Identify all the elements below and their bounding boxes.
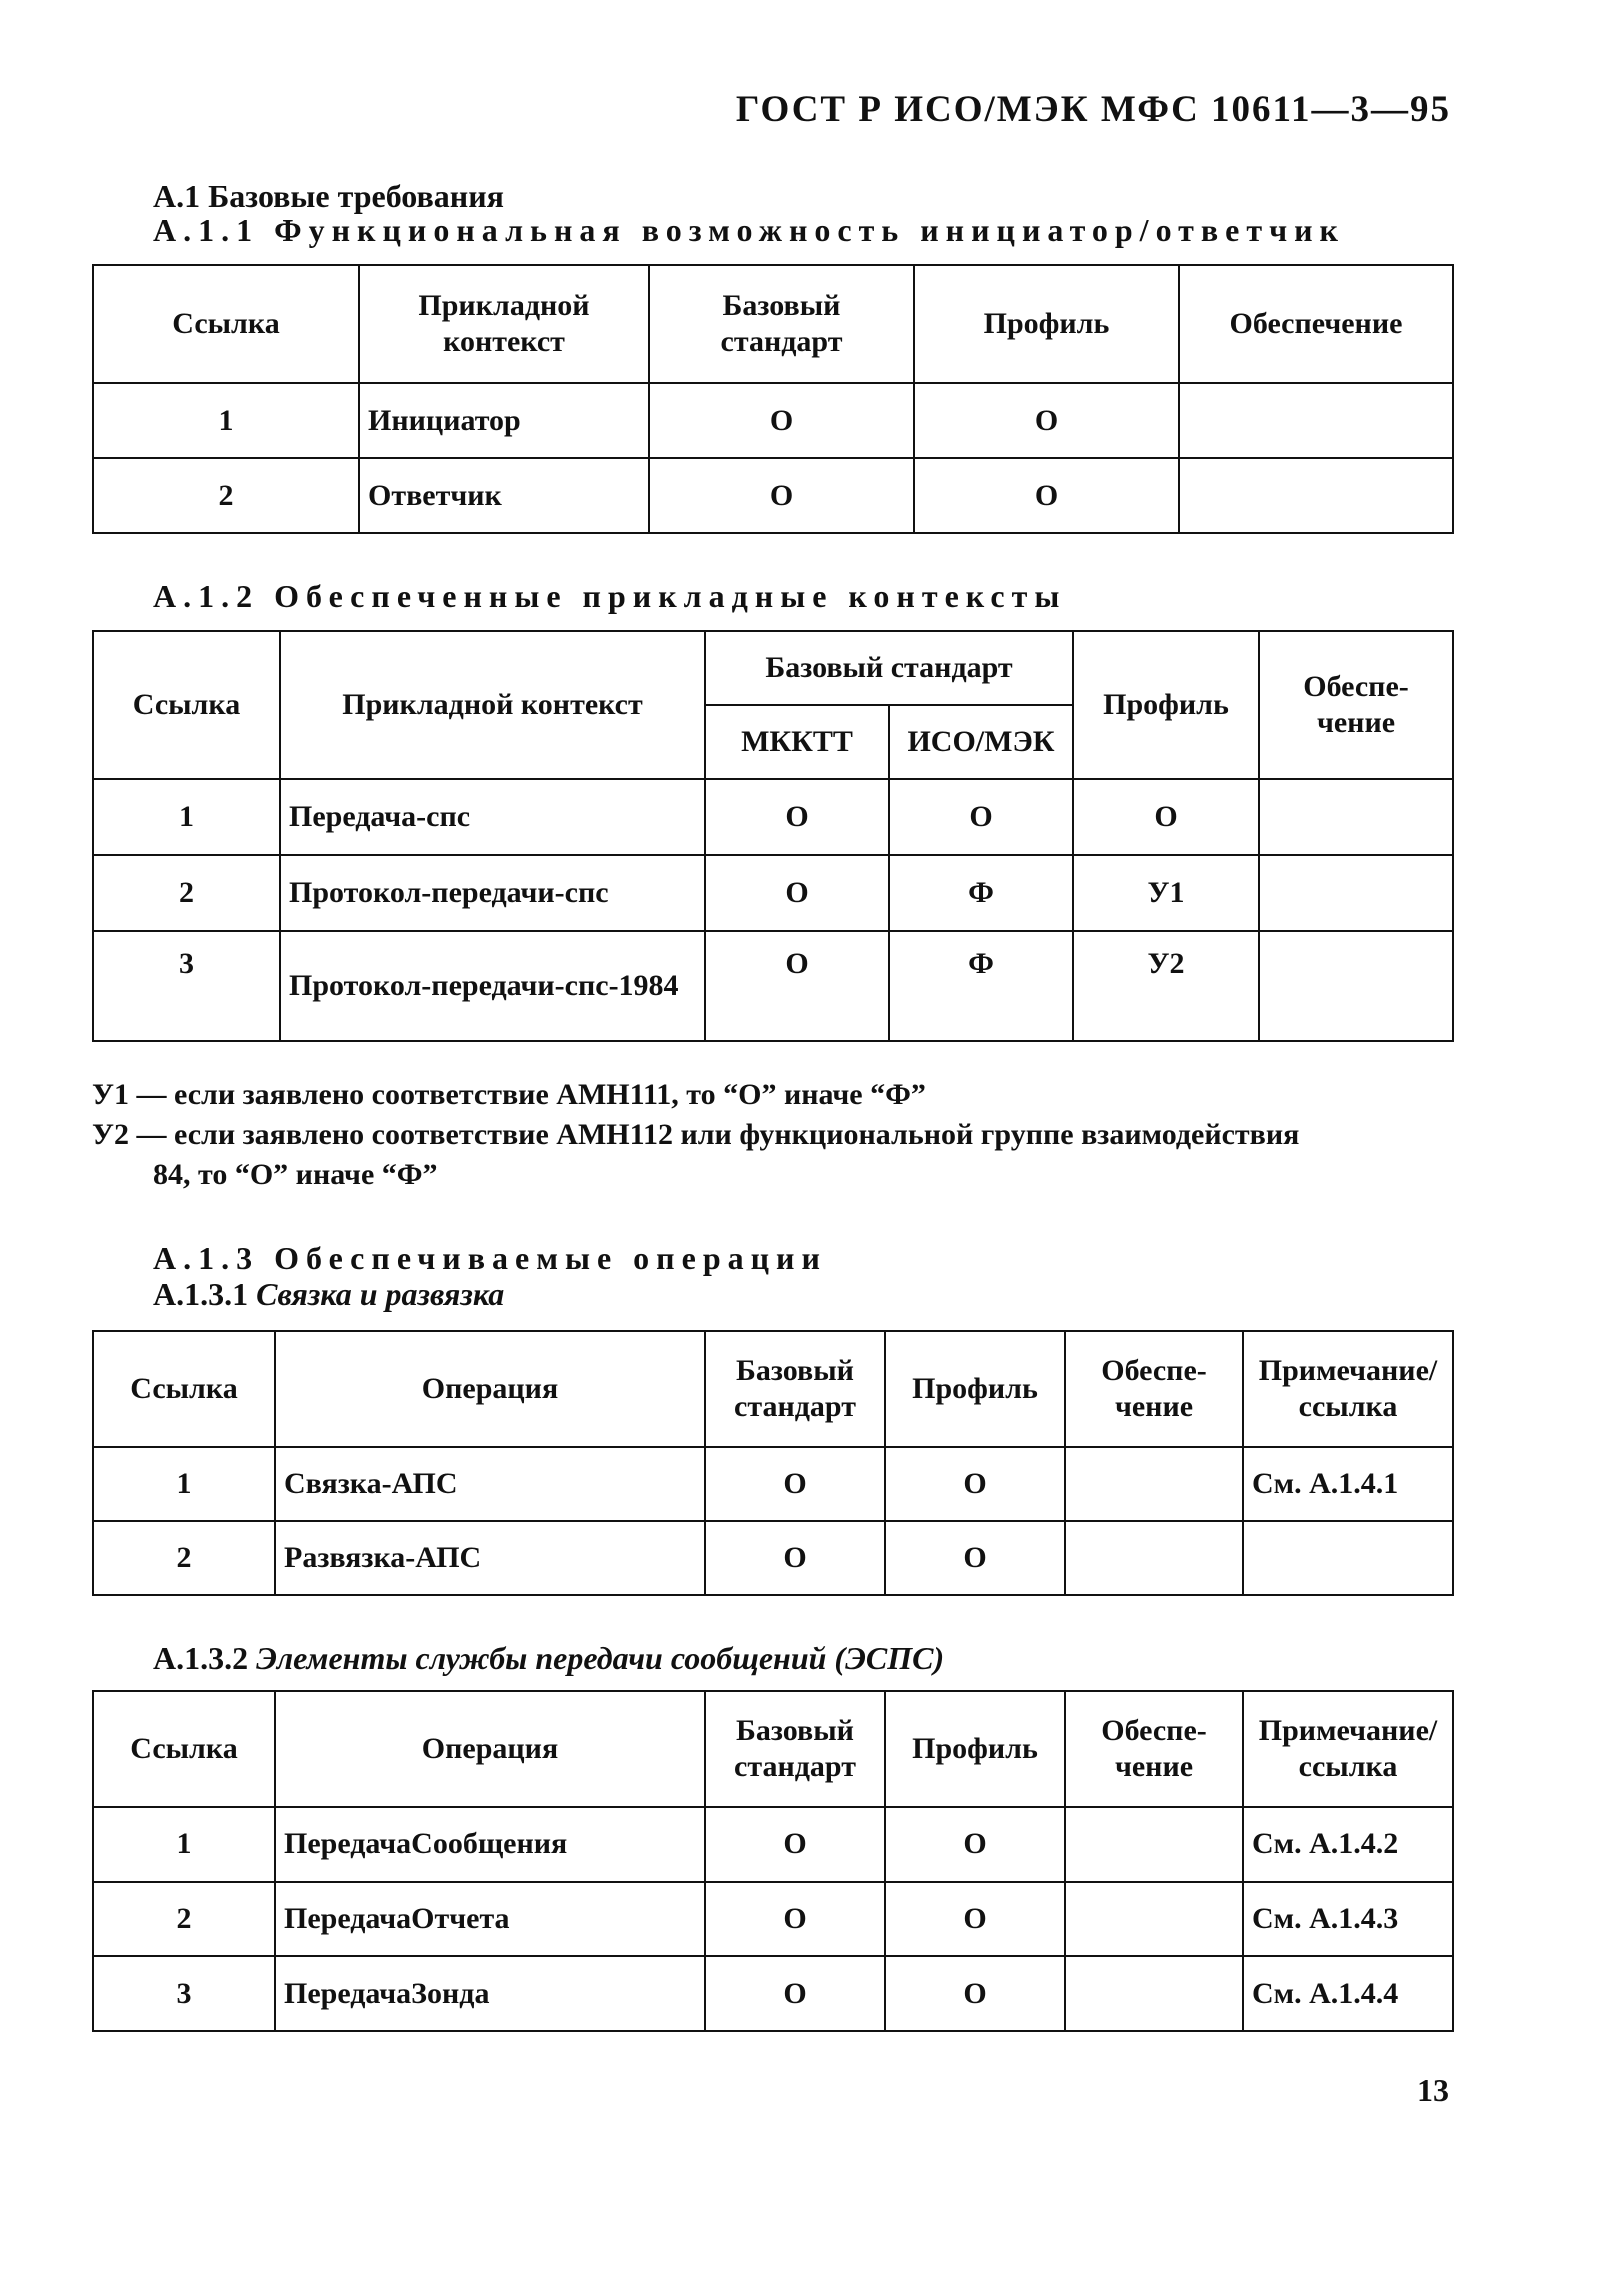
table-cell: Ф	[889, 855, 1073, 931]
column-header: Обеспечение	[1179, 265, 1453, 383]
column-header: Профиль	[885, 1691, 1065, 1807]
table-cell: 3	[93, 931, 280, 1041]
table-cell: ПередачаЗонда	[275, 1956, 705, 2031]
section-number: А.1.3.1	[153, 1276, 249, 1312]
section-heading-a131	[153, 1276, 504, 1313]
section-heading-a13: А.1.3 Обеспечиваемые операции	[153, 1240, 827, 1276]
section-heading-a132	[153, 1640, 944, 1677]
table-cell: О	[705, 1521, 885, 1595]
table-cell	[1179, 458, 1453, 533]
column-header: Обеспе-чение	[1065, 1331, 1243, 1447]
column-header: Прикладной контекст	[359, 265, 649, 383]
table-cell: О	[885, 1807, 1065, 1882]
table-cell: У2	[1073, 931, 1259, 1041]
table-cell	[1259, 931, 1453, 1041]
table-cell: О	[649, 458, 914, 533]
table-header-row	[93, 1331, 1453, 1447]
table-row	[93, 1521, 1453, 1595]
table-cell	[1259, 855, 1453, 931]
column-header: Профиль	[1073, 631, 1259, 779]
table-cell	[1243, 1521, 1453, 1595]
table-cell: 3	[93, 1956, 275, 2031]
table-cell: О	[914, 458, 1179, 533]
table-cell: Инициатор	[359, 383, 649, 458]
table-row	[93, 458, 1453, 533]
table-header-row	[93, 265, 1453, 383]
section-heading-a1: А.1 Базовые требования	[153, 178, 504, 214]
table-bind-unbind	[92, 1330, 1454, 1596]
column-header: Ссылка	[93, 1691, 275, 1807]
column-header: МККТТ	[705, 705, 889, 779]
section-heading-a11: А.1.1 Функциональная возможность инициатор/ответчик	[153, 212, 1345, 248]
column-header: Ссылка	[93, 631, 280, 779]
column-header: Базовый стандарт	[705, 1331, 885, 1447]
note-u1: У1 — если заявлено соответствие АМН111, то “О” иначе “Ф”	[92, 1078, 926, 1111]
table-cell: О	[885, 1447, 1065, 1521]
section-number: А.1.3.2	[153, 1640, 249, 1676]
table-cell: О	[889, 779, 1073, 855]
table-cell: См. А.1.4.1	[1243, 1447, 1453, 1521]
table-cell: О	[705, 1882, 885, 1957]
column-header: Операция	[275, 1331, 705, 1447]
column-header: Операция	[275, 1691, 705, 1807]
table-message-service-elements	[92, 1690, 1454, 2032]
table-cell: О	[914, 383, 1179, 458]
table-cell: Протокол-передачи-спс-1984	[280, 931, 705, 1041]
table-cell: См. А.1.4.3	[1243, 1882, 1453, 1957]
table-cell: См. А.1.4.4	[1243, 1956, 1453, 2031]
table-row	[93, 1882, 1453, 1957]
table-cell	[1065, 1807, 1243, 1882]
table-row	[93, 779, 1453, 855]
column-header: Обеспе-чение	[1065, 1691, 1243, 1807]
table-cell	[1065, 1956, 1243, 2031]
table-cell: 1	[93, 1807, 275, 1882]
document-id: ГОСТ Р ИСО/МЭК МФС 10611—3—95	[735, 89, 1451, 130]
table-row	[93, 931, 1453, 1041]
table-cell: О	[705, 1807, 885, 1882]
table-cell: Ф	[889, 931, 1073, 1041]
table-cell: О	[705, 855, 889, 931]
table-row	[93, 1807, 1453, 1882]
table-cell: Связка-АПС	[275, 1447, 705, 1521]
column-header: Ссылка	[93, 265, 359, 383]
section-title: Элементы службы передачи сообщений (ЭСПС)	[256, 1640, 945, 1676]
table-cell: Передача-спс	[280, 779, 705, 855]
table-cell: 2	[93, 855, 280, 931]
note-u2-continuation: 84, то “О” иначе “Ф”	[153, 1158, 438, 1191]
table-cell: 2	[93, 1521, 275, 1595]
table-supported-contexts	[92, 630, 1454, 1042]
column-header: Базовый стандарт	[705, 1691, 885, 1807]
column-header: Профиль	[885, 1331, 1065, 1447]
table-row	[93, 1956, 1453, 2031]
table-cell: 1	[93, 1447, 275, 1521]
table-row	[93, 855, 1453, 931]
table-row	[93, 383, 1453, 458]
table-cell: См. А.1.4.2	[1243, 1807, 1453, 1882]
table-cell: У1	[1073, 855, 1259, 931]
table-header-row	[93, 1691, 1453, 1807]
section-heading-a12: А.1.2 Обеспеченные прикладные контексты	[153, 578, 1067, 614]
note-u2: У2 — если заявлено соответствие АМН112 или функциональной группе взаимодействия	[92, 1118, 1300, 1151]
table-cell: ПередачаСообщения	[275, 1807, 705, 1882]
table-cell: 2	[93, 1882, 275, 1957]
table-row	[93, 1447, 1453, 1521]
column-header: Примечание/ссылка	[1243, 1691, 1453, 1807]
column-header: Профиль	[914, 265, 1179, 383]
table-cell: 1	[93, 779, 280, 855]
table-cell: О	[649, 383, 914, 458]
table-cell: О	[885, 1956, 1065, 2031]
table-cell: О	[705, 779, 889, 855]
table-cell: О	[885, 1521, 1065, 1595]
table-cell: Протокол-передачи-спс	[280, 855, 705, 931]
section-title: Связка и развязка	[256, 1276, 505, 1312]
table-cell: О	[705, 1447, 885, 1521]
table-cell: О	[705, 1956, 885, 2031]
table-cell: Ответчик	[359, 458, 649, 533]
column-header: Прикладной контекст	[280, 631, 705, 779]
table-cell	[1179, 383, 1453, 458]
table-header-row	[93, 631, 1453, 705]
table-cell: О	[1073, 779, 1259, 855]
table-initiator-responder	[92, 264, 1454, 534]
column-header: Базовый стандарт	[649, 265, 914, 383]
table-cell: 1	[93, 383, 359, 458]
table-cell: О	[885, 1882, 1065, 1957]
table-cell: О	[705, 931, 889, 1041]
table-cell	[1065, 1521, 1243, 1595]
table-cell: Развязка-АПС	[275, 1521, 705, 1595]
column-header: Примечание/ссылка	[1243, 1331, 1453, 1447]
table-cell	[1065, 1882, 1243, 1957]
page-number: 13	[1417, 2072, 1449, 2108]
column-header: Базовый стандарт	[705, 631, 1073, 705]
table-cell: 2	[93, 458, 359, 533]
column-header: Ссылка	[93, 1331, 275, 1447]
column-header: Обеспе-чение	[1259, 631, 1453, 779]
table-cell: ПередачаОтчета	[275, 1882, 705, 1957]
table-cell	[1065, 1447, 1243, 1521]
table-cell	[1259, 779, 1453, 855]
column-header: ИСО/МЭК	[889, 705, 1073, 779]
